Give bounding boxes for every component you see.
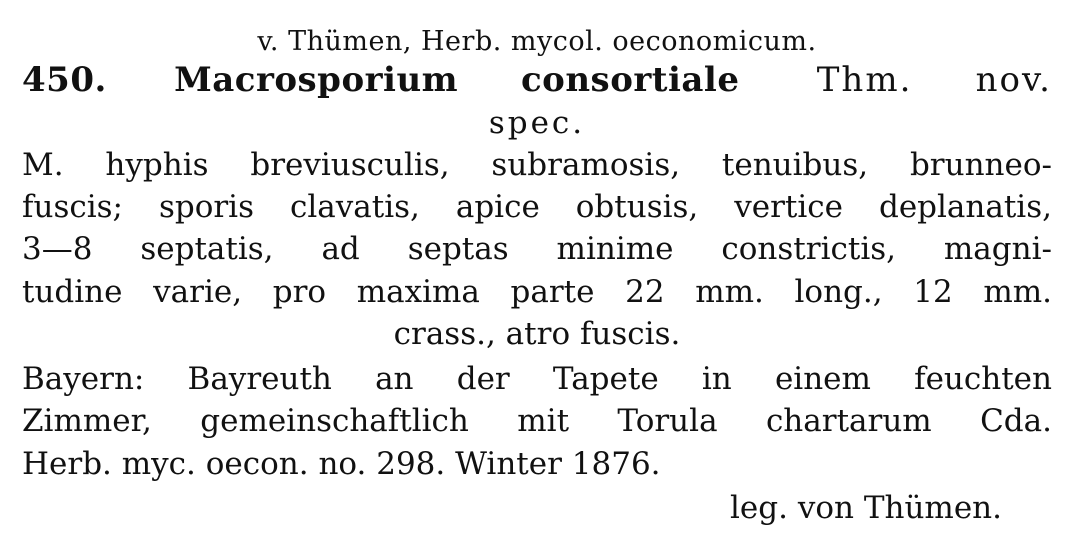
- description-line: 3—8 septatis, ad septas minime constrictis, magni-: [22, 231, 1052, 267]
- species-title: [22, 60, 1052, 100]
- species-title-continuation: spec.: [488, 105, 586, 141]
- description-line: fuscis; sporis clavatis, apice obtusis, vertice deplanatis,: [22, 189, 1052, 225]
- species-author: Thm. nov.: [816, 60, 1052, 100]
- species-name: Macrosporium consortiale: [174, 60, 740, 100]
- collection-header: v. Thümen, Herb. mycol. oeconomicum.: [257, 26, 817, 57]
- citation: Herb. myc. oecon. no. 298. Winter 1876.: [22, 446, 661, 482]
- description-line: tudine varie, pro maxima parte 22 mm. long., 12 mm.: [22, 274, 1052, 310]
- specimen-number: 450.: [22, 60, 107, 100]
- description-end: crass., atro fuscis.: [393, 316, 681, 352]
- locality-line: Zimmer, gemeinschaftlich mit Torula chartarum Cda.: [22, 403, 1052, 439]
- collector: leg. von Thümen.: [730, 490, 1002, 526]
- description-line: M. hyphis breviusculis, subramosis, tenuibus, brunneo-: [22, 147, 1052, 183]
- locality-line: Bayern: Bayreuth an der Tapete in einem feuchten: [22, 361, 1052, 397]
